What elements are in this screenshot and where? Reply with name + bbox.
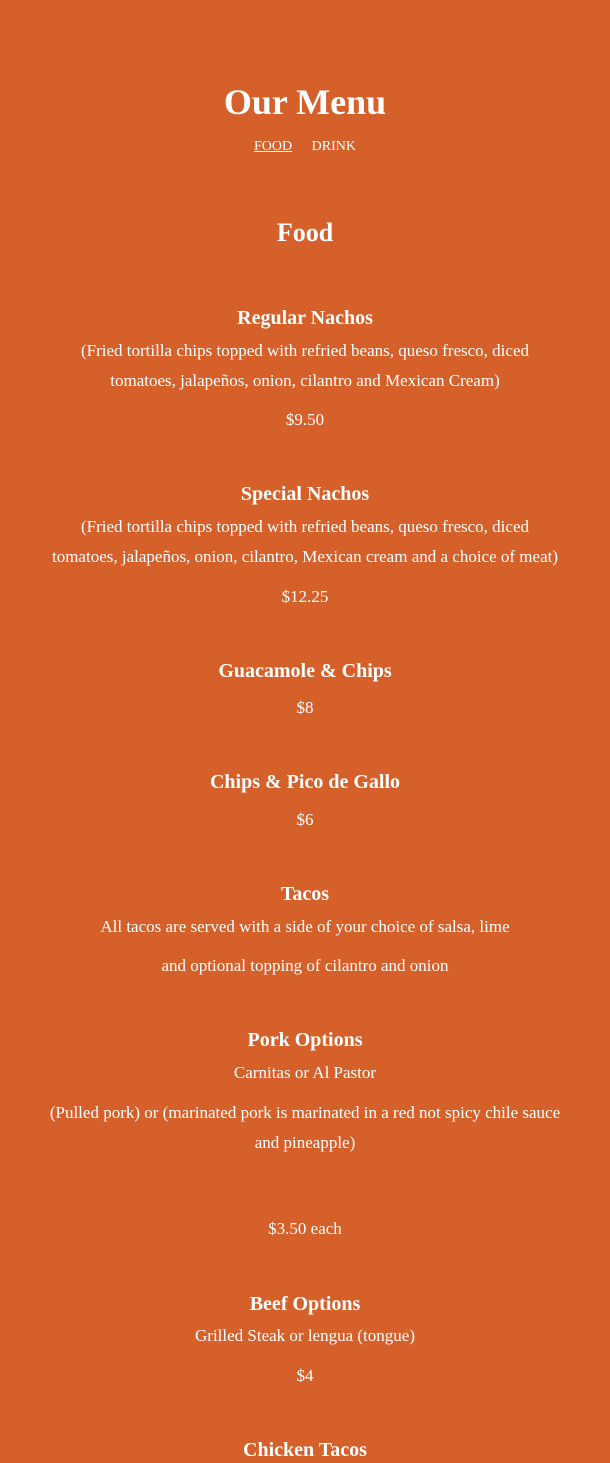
item-name-beef-options: Beef Options: [249, 1293, 361, 1315]
nav-drink-link[interactable]: DRINK: [311, 139, 356, 154]
item-desc-regular-nachos-1: (Fried tortilla chips topped with refried beans, queso fresco, diced: [80, 341, 529, 360]
item-name-chicken-tacos: Chicken Tacos: [243, 1439, 367, 1461]
item-price-guacamole-chips: $8: [296, 698, 314, 717]
page-title: Our Menu: [223, 82, 387, 122]
item-sub-beef-options: Grilled Steak or lengua (tongue): [195, 1326, 415, 1345]
item-desc-special-nachos-1: (Fried tortilla chips topped with refried beans, queso fresco, diced: [80, 517, 529, 536]
item-name-pork-options: Pork Options: [247, 1029, 363, 1051]
item-desc-pork-options-2: and pineapple): [254, 1133, 356, 1152]
section-title-food: Food: [276, 218, 334, 247]
item-desc-tacos-2: and optional topping of cilantro and onion: [161, 956, 449, 975]
item-name-chips-pico: Chips & Pico de Gallo: [209, 771, 400, 793]
item-name-special-nachos: Special Nachos: [240, 483, 370, 505]
item-desc-tacos-1: All tacos are served with a side of your choice of salsa, lime: [100, 917, 510, 936]
item-price-chips-pico: $6: [296, 810, 314, 829]
menu-nav: [0, 138, 610, 156]
item-price-pork-options: $3.50 each: [268, 1219, 342, 1238]
item-desc-special-nachos-2: tomatoes, jalapeños, onion, cilantro, Mexican cream and a choice of meat): [51, 547, 559, 566]
nav-food-link[interactable]: FOOD: [254, 139, 293, 154]
item-sub-pork-options: Carnitas or Al Pastor: [233, 1063, 377, 1082]
item-price-regular-nachos: $9.50: [285, 410, 325, 429]
item-desc-pork-options-1: (Pulled pork) or (marinated pork is marinated in a red not spicy chile sauce: [49, 1103, 561, 1122]
item-name-tacos: Tacos: [280, 883, 330, 905]
item-price-beef-options: $4: [296, 1366, 314, 1385]
item-desc-regular-nachos-2: tomatoes, jalapeños, onion, cilantro and Mexican Cream): [110, 371, 500, 390]
item-name-guacamole-chips: Guacamole & Chips: [218, 660, 392, 682]
item-price-special-nachos: $12.25: [281, 587, 329, 606]
item-name-regular-nachos: Regular Nachos: [237, 307, 373, 329]
